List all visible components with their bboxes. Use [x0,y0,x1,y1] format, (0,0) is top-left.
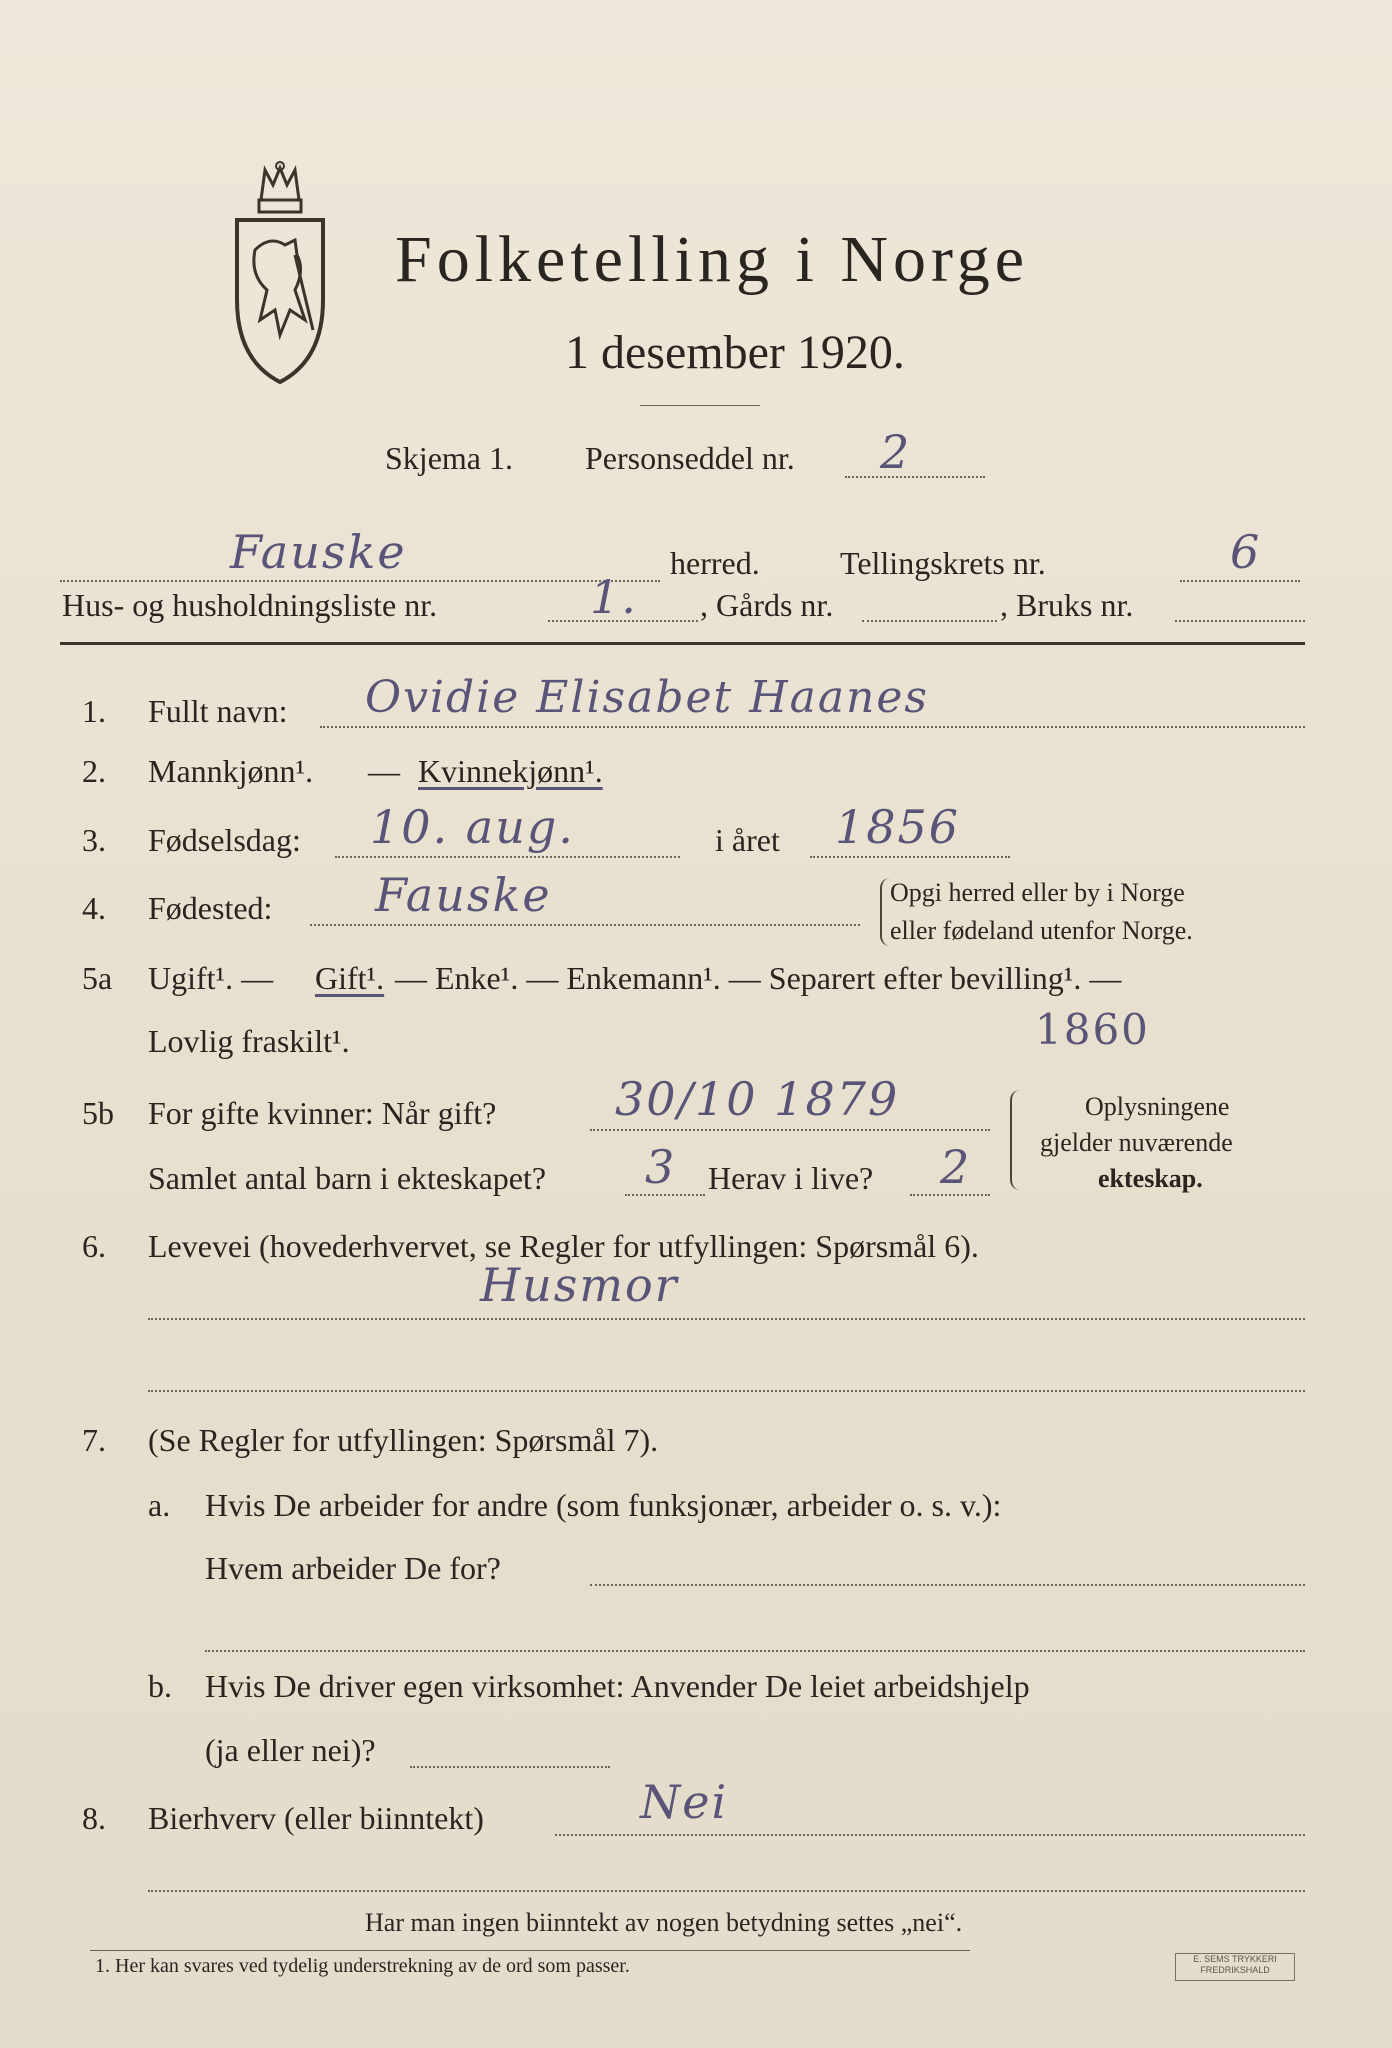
q5b-barn-label: Samlet antal barn i ekteskapet? [148,1160,547,1196]
q8-number: 8. [82,1800,106,1836]
hus-value[interactable]: 1. [590,570,638,624]
form-title: Folketelling i Norge [395,223,1030,296]
header-divider [60,642,1305,645]
q4-line [310,924,860,926]
q5b-line [590,1129,990,1131]
q5b-live-value[interactable]: 2 [940,1140,972,1194]
q6-line2 [148,1390,1305,1392]
personseddel-line [845,476,985,478]
q5b-note1: Oplysningene [1085,1092,1230,1121]
q6-label: Levevei (hovederhvervet, se Regler for utfyllingen: Spørsmål 6). [148,1228,979,1264]
footnote: 1. Her kan svares ved tydelig understrekning av de ord som passer. [95,1955,630,1977]
q5b-barn-value[interactable]: 3 [645,1140,677,1194]
q5a-annotation: 1860 [1035,1005,1150,1054]
q1-label: Fullt navn: [148,693,288,729]
hus-label: Hus- og husholdningsliste nr. [62,587,438,623]
q5b-brace [1010,1090,1022,1190]
tellingskrets-line [1180,580,1300,582]
q7a-line2[interactable] [205,1650,1305,1652]
q2-mann[interactable]: Mannkjønn¹. [148,753,314,789]
q3-year-line [810,856,1010,858]
q5b-live-label: Herav i live? [708,1160,874,1196]
q7b-text2: (ja eller nei)? [205,1732,376,1768]
q6-value[interactable]: Husmor [480,1258,679,1312]
q6-number: 6. [82,1228,106,1264]
q5b-barn-line [625,1194,705,1196]
q7b-line[interactable] [410,1766,610,1768]
q1-value[interactable]: Ovidie Elisabet Haanes [365,672,930,723]
q7a-line1[interactable] [590,1584,1305,1586]
q1-line [320,726,1305,728]
q7a-text: Hvis De arbeider for andre (som funksjonær, arbeider o. s. v.): [205,1487,1002,1523]
q5b-number: 5b [82,1095,114,1131]
q3-year-value[interactable]: 1856 [835,800,961,854]
q4-note2: eller fødeland utenfor Norge. [890,916,1193,945]
footer-divider [90,1950,970,1951]
herred-value[interactable]: Fauske [230,525,407,579]
q5b-note3: ekteskap. [1098,1164,1203,1193]
printer-stamp [1175,1953,1295,1981]
skjema-label: Skjema 1. [385,440,513,476]
q4-value[interactable]: Fauske [375,868,552,922]
q5a-fraskilt[interactable]: Lovlig fraskilt¹. [148,1023,350,1059]
q3-number: 3. [82,822,106,858]
personseddel-label: Personseddel nr. [585,440,795,476]
q5b-note2: gjelder nuværende [1040,1128,1233,1157]
form-date: 1 desember 1920. [565,326,905,379]
q3-year-label: i året [715,822,780,858]
title-divider [640,405,760,406]
q8-label: Bierhverv (eller biinntekt) [148,1800,484,1836]
herred-label: herred. [670,545,760,581]
q7a-letter: a. [148,1487,171,1523]
printer-stamp-line2: FREDRIKSHALD [1200,1965,1270,1975]
q5b-live-line [910,1194,990,1196]
q5a-others[interactable]: — Enke¹. — Enkemann¹. — Separert efter bevilling¹. — [395,960,1122,996]
q7a-text2: Hvem arbeider De for? [205,1550,501,1586]
q8-value[interactable]: Nei [640,1775,729,1829]
q8-line2 [148,1890,1305,1892]
q3-label: Fødselsdag: [148,822,301,858]
q2-number: 2. [82,753,106,789]
tellingskrets-label: Tellingskrets nr. [840,545,1046,581]
q7b-text: Hvis De driver egen virksomhet: Anvender De leiet arbeidshjelp [205,1668,1030,1704]
q1-number: 1. [82,693,106,729]
q8-line [555,1834,1305,1836]
q5a-ugift[interactable]: Ugift¹. — [148,960,274,996]
gards-line [862,620,997,622]
q5b-value[interactable]: 30/10 1879 [615,1072,900,1126]
q7b-letter: b. [148,1668,172,1704]
q5b-label: For gifte kvinner: Når gift? [148,1095,497,1131]
q4-note1: Opgi herred eller by i Norge [890,878,1185,907]
coat-of-arms-icon [225,160,335,390]
bruks-line [1175,620,1305,622]
gards-label: , Gårds nr. [700,587,834,623]
personseddel-value[interactable]: 2 [880,425,912,479]
q2-dash: — [368,753,400,789]
footer-note: Har man ingen biinntekt av nogen betydning settes „nei“. [365,1908,963,1937]
printer-stamp-line1: E. SEMS TRYKKERI [1193,1954,1277,1964]
tellingskrets-value[interactable]: 6 [1230,525,1262,579]
q3-value[interactable]: 10. aug. [370,800,575,854]
q5a-gift[interactable]: Gift¹. [315,960,385,996]
bruks-label: , Bruks nr. [1000,587,1134,623]
q3-line [335,856,680,858]
q7-number: 7. [82,1422,106,1458]
q7-label: (Se Regler for utfyllingen: Spørsmål 7). [148,1422,659,1458]
q6-line1 [148,1318,1305,1320]
q4-number: 4. [82,890,106,926]
q5a-number: 5a [82,960,113,996]
q4-label: Fødested: [148,890,273,926]
q2-kvinne[interactable]: Kvinnekjønn¹. [418,753,603,789]
herred-line [60,580,660,582]
